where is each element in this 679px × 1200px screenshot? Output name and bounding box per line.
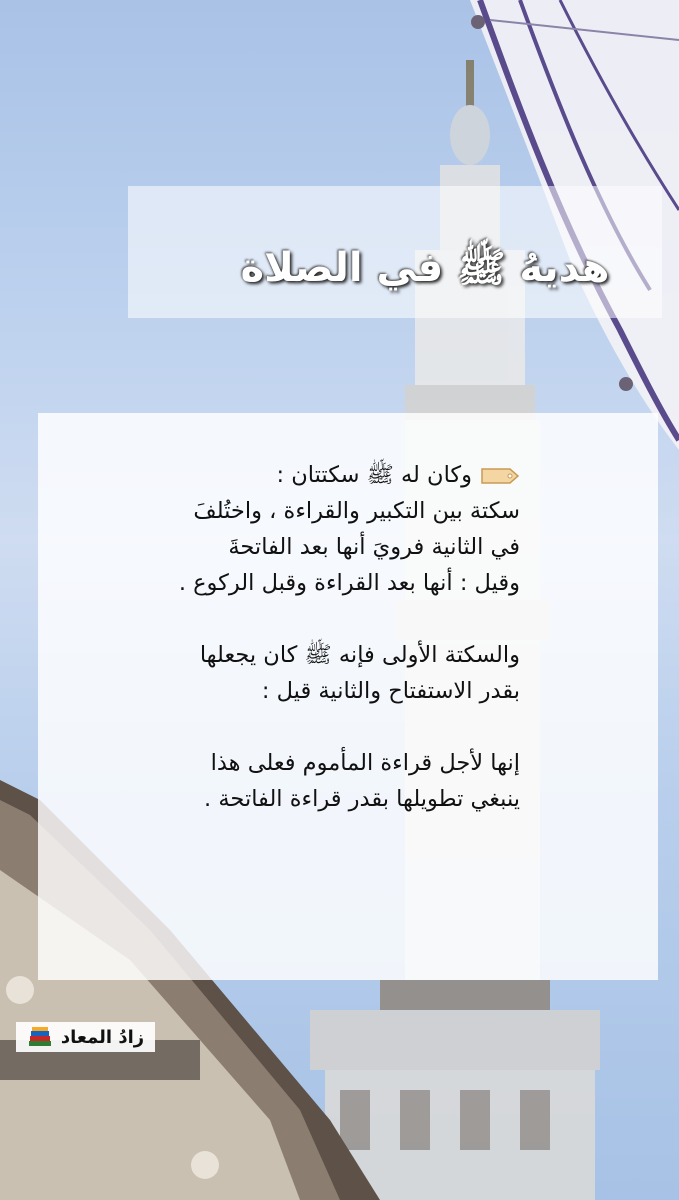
paragraph-1: وكان له ﷺ سكتتان : سكتة بين التكبير والقراءة ، واختُلفَ في الثانية فرويَ أنها بعد الفاتحةَ وقيل : أنها بعد القراءة وقبل الركوع . [178, 462, 520, 596]
page-title: هديهُ ﷺ في الصلاة [240, 245, 610, 291]
brand-badge [16, 1022, 155, 1052]
brand-label: زادُ المعاد [60, 1026, 145, 1048]
bullet-line: وكان له ﷺ سكتتان : [277, 462, 520, 488]
paragraph-3: إنها لأجل قراءة المأموم فعلى هذا ينبغي تطويلها بقدر قراءة الفاتحة . [204, 750, 520, 812]
title-banner [128, 186, 662, 318]
paragraph-2: والسكتة الأولى فإنه ﷺ كان يجعلها بقدر الاستفتاح والثانية قيل : [199, 642, 520, 704]
content-body [60, 457, 520, 853]
books-icon [27, 1026, 53, 1048]
label-tag-icon [480, 466, 520, 486]
content-card [38, 413, 658, 980]
